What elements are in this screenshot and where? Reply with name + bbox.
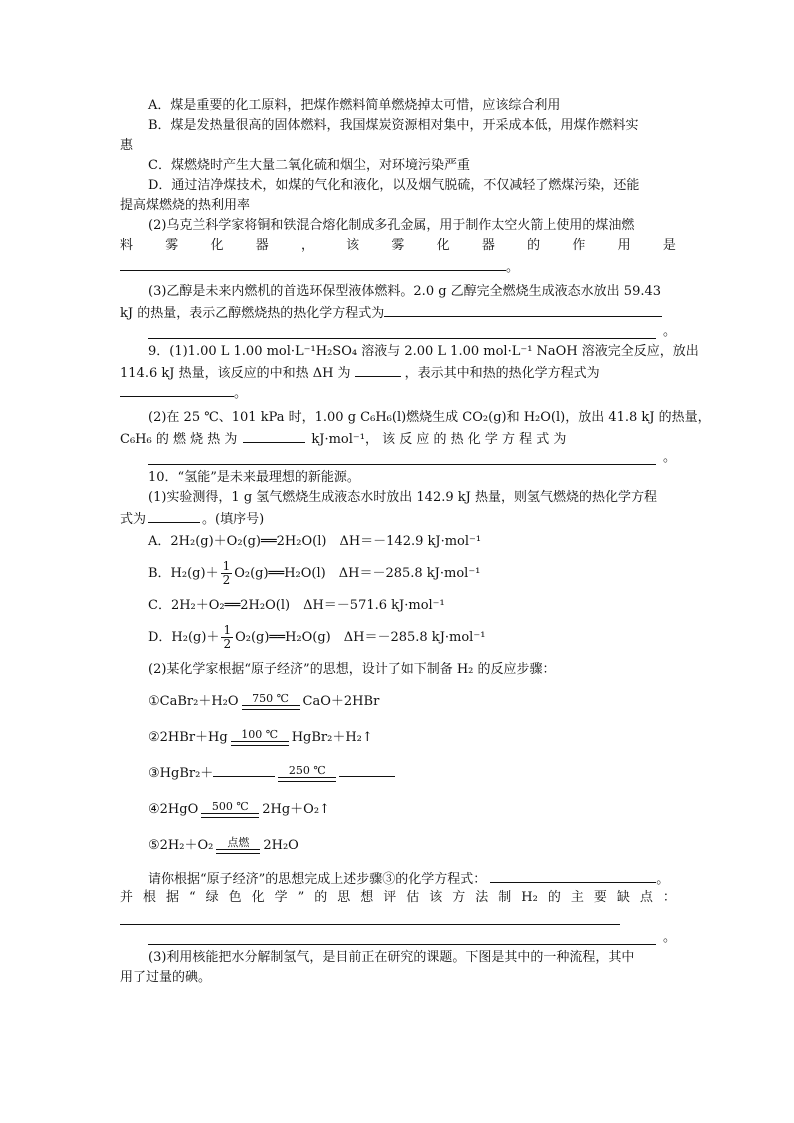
q10-step5: ⑤2H₂＋O₂ 点燃 2H₂O xyxy=(148,836,299,853)
q10-step4: ④2HgO 500 ℃ 2Hg＋O₂↑ xyxy=(148,800,330,817)
q10-step2: ②2HBr＋Hg 100 ℃ HgBr₂＋H₂↑ xyxy=(148,728,373,745)
q10-option-a: A．2H₂(g)＋O₂(g)══2H₂O(l) ΔH＝－142.9 kJ·mol⁻¹ xyxy=(148,534,482,549)
q8-part2-answer-line: 。 xyxy=(120,256,676,276)
q10-ask-line1: 请你根据“原子经济”的思想完成上述步骤③的化学方程式： 。 xyxy=(120,868,676,888)
q8-option-a: A．煤是重要的化工原料，把煤作燃料简单燃烧掉太可惜，应该综合利用 xyxy=(148,98,561,113)
q10-part3-line2: 用了过量的碘。 xyxy=(120,970,212,985)
q10-ask-answer-rule2[interactable] xyxy=(148,944,656,945)
q8-part3-line2: kJ 的热量，表示乙醇燃烧热的热化学方程式为 xyxy=(120,302,676,322)
q8-option-d-line2: 提高煤燃烧的热利用率 xyxy=(120,198,251,213)
q10-option-c: C．2H₂＋O₂══2H₂O(l) ΔH＝－571.6 kJ·mol⁻¹ xyxy=(148,598,445,613)
q9-part1-line1: 9．(1)1.00 L 1.00 mol·L⁻¹H₂SO₄ 溶液与 2.00 L 1.00 mol·L⁻¹ NaOH 溶液完全反应，放出 xyxy=(148,344,699,359)
q8-option-b-line1: B．煤是发热量很高的固体燃料，我国煤炭资源相对集中，开采成本低，用煤作燃料实 xyxy=(148,118,639,133)
q9-part2-answer-line: 。 xyxy=(120,448,676,468)
q10-ask-line2: 并 根 据 “ 绿 色 化 学 ” 的 思 想 评 估 该 方 法 制 H₂ 的 主 要 缺 点 ： xyxy=(120,890,676,905)
reaction-condition-arrow: 点燃 xyxy=(216,837,260,854)
q10-option-d: D．H₂(g)＋ $\frac{1}{2}$ O₂(g)══H₂O(g) ΔH＝－285.8 kJ·mol⁻¹ xyxy=(148,623,486,651)
q8-part2-line1: (2)乌克兰科学家将铜和铁混合熔化制成多孔金属，用于制作太空火箭上使用的煤油燃 xyxy=(148,218,635,233)
q10-part3-line1: (3)利用核能把水分解制氢气，是目前正在研究的课题。下图是其中的一种流程，其中 xyxy=(148,950,635,965)
q8-option-d-line1: D．通过洁净煤技术，如煤的气化和液化，以及烟气脱硫，不仅减轻了燃煤污染，还能 xyxy=(148,178,640,193)
q10-ask-answer-line1 xyxy=(120,908,676,928)
q10-step3-reactant-blank[interactable] xyxy=(213,762,275,777)
q10-step1: ①CaBr₂＋H₂O 750 ℃ CaO＋2HBr xyxy=(148,692,380,709)
q10-step3-equation-blank[interactable] xyxy=(490,868,656,883)
q10-step3-product-blank[interactable] xyxy=(339,762,395,777)
q10-step3: ③HgBr₂＋ 250 ℃ xyxy=(120,756,676,792)
reaction-condition-arrow: 250 ℃ xyxy=(278,765,336,782)
q9-part2-heat-blank[interactable] xyxy=(243,428,305,443)
q8-option-b-line2: 惠 xyxy=(120,138,134,153)
q8-option-c: C．煤燃烧时产生大量二氧化硫和烟尘，对环境污染严重 xyxy=(148,158,470,173)
q10-option-b: B．H₂(g)＋ $\frac{1}{2}$ O₂(g)══H₂O(l) ΔH＝－285.8 kJ·mol⁻¹ xyxy=(148,559,481,587)
q10-title: 10．“氢能”是未来最理想的新能源。 xyxy=(148,470,360,485)
q8-part2-line2: 料 雾 化 器 ， 该 雾 化 器 的 作 用 是 xyxy=(120,238,676,253)
reaction-condition-arrow: 750 ℃ xyxy=(242,693,300,710)
q8-part3-blank[interactable] xyxy=(384,302,662,317)
q10-part1-line1: (1)实验测得，1 g 氢气燃烧生成液态水时放出 142.9 kJ 热量，则氢气燃烧的热化学方程 xyxy=(148,490,657,505)
reaction-condition-arrow: 500 ℃ xyxy=(201,801,259,818)
q8-part2-answer-blank[interactable] xyxy=(120,256,506,271)
q8-part3-line1: (3)乙醇是未来内燃机的首选环保型液体燃料。2.0 g 乙醇完全燃烧生成液态水放出 59.43 xyxy=(148,284,662,299)
q10-part1-choice-blank[interactable] xyxy=(148,508,200,523)
q10-part1-line2: 式为 。(填序号) xyxy=(120,508,676,528)
q10-ask-answer-rule1[interactable] xyxy=(120,924,620,925)
q10-ask-answer-line2: 。 xyxy=(120,928,676,948)
reaction-condition-arrow: 100 ℃ xyxy=(231,729,289,746)
q9-part1-line2: 114.6 kJ 热量，该反应的中和热 ΔH 为 ，表示其中和热的热化学方程式为 xyxy=(120,362,676,382)
q9-part1-heat-blank[interactable] xyxy=(355,362,401,377)
q8-part3-answer-line: 。 xyxy=(120,322,676,342)
half-fraction: $\frac{1}{2}$ xyxy=(222,559,231,587)
half-fraction: $\frac{1}{2}$ xyxy=(223,623,232,651)
q10-part2-intro: (2)某化学家根据“原子经济”的思想，设计了如下制备 H₂ 的反应步骤： xyxy=(148,662,556,677)
q9-part2-line1: (2)在 25 ℃、101 kPa 时，1.00 g C₆H₆(l)燃烧生成 CO₂(g)和 H₂O(l)，放出 41.8 kJ 的热量， xyxy=(148,410,711,425)
q8-part3-answer-rule[interactable] xyxy=(148,338,656,339)
worksheet-page xyxy=(120,96,711,988)
q9-part2-answer-rule[interactable] xyxy=(148,464,656,465)
q9-part1-answer-line: 。 xyxy=(120,382,676,402)
q9-part1-answer-blank[interactable] xyxy=(120,382,234,397)
q9-part2-line2: C₆H₆ 的 燃 烧 热 为 kJ·mol⁻¹， 该 反 应 的 热 化 学 方 程 式 为 xyxy=(120,428,676,448)
